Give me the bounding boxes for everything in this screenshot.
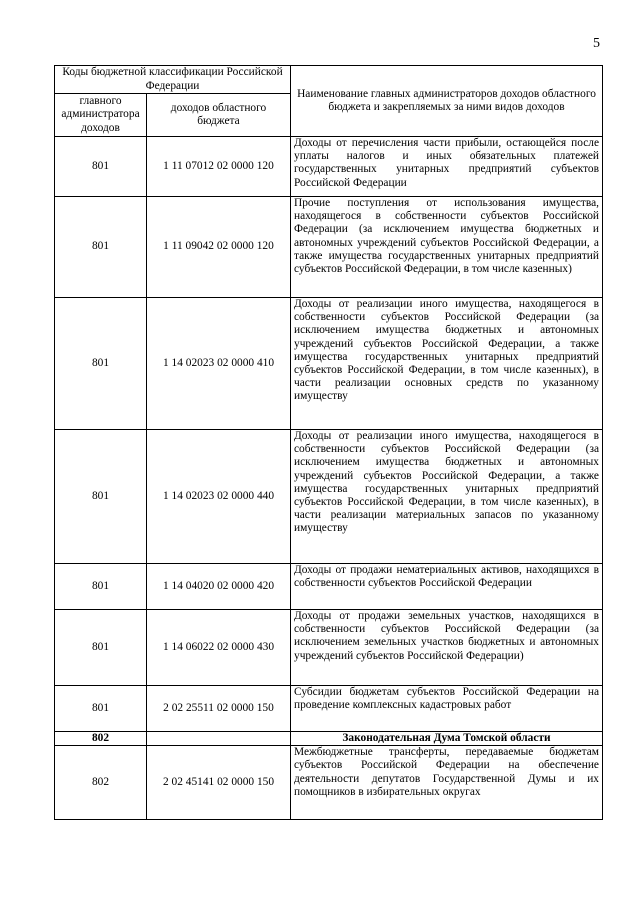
income-code-cell: 1 14 02023 02 0000 410	[147, 298, 291, 430]
admin-code-cell: 802	[55, 746, 147, 820]
table-row	[55, 564, 603, 610]
income-name-cell: Субсидии бюджетам субъектов Российской Федерации на проведение комплексных кадастровых работ	[291, 686, 603, 732]
admin-code-cell: 801	[55, 610, 147, 686]
admin-column-header: главного администратора доходов	[55, 94, 147, 137]
admin-code-cell: 801	[55, 686, 147, 732]
section-title: Законодательная Дума Томской области	[291, 732, 603, 746]
table-row	[55, 746, 603, 820]
table-row	[55, 610, 603, 686]
income-column-header: доходов областного бюджета	[147, 94, 291, 137]
income-code-cell: 1 14 06022 02 0000 430	[147, 610, 291, 686]
admin-code-cell: 801	[55, 430, 147, 564]
table-row	[55, 197, 603, 298]
income-name-cell: Доходы от реализации иного имущества, находящегося в собственности субъектов Российской Федерации (за исключением имущества бюджетных и автономных учреждений субъектов Российской Федерации, а также имущества государственных унитарных предприятий субъектов Российской Федерации, в том числе казенных), в части реализации основных средств по указанному имуществу	[291, 298, 603, 430]
income-code-cell: 1 14 04020 02 0000 420	[147, 564, 291, 610]
admin-code-cell: 801	[55, 197, 147, 298]
section-row	[55, 732, 603, 746]
income-name-cell: Доходы от перечисления части прибыли, остающейся после уплаты налогов и иных обязательных платежей государственных унитарных предприятий субъектов Российской Федерации	[291, 137, 603, 197]
table-row	[55, 686, 603, 732]
table-row	[55, 137, 603, 197]
admin-code-cell: 801	[55, 137, 147, 197]
name-column-header: Наименование главных администраторов доходов областного бюджета и закрепляемых за ними видов доходов	[291, 66, 603, 137]
section-admin-code: 802	[55, 732, 147, 746]
table-row	[55, 298, 603, 430]
income-code-cell: 2 02 25511 02 0000 150	[147, 686, 291, 732]
income-code-cell: 1 11 09042 02 0000 120	[147, 197, 291, 298]
income-code-cell: 1 11 07012 02 0000 120	[147, 137, 291, 197]
budget-classification-table	[54, 65, 603, 820]
income-name-cell: Доходы от продажи нематериальных активов, находящихся в собственности субъектов Российской Федерации	[291, 564, 603, 610]
section-empty-cell	[147, 732, 291, 746]
table-row	[55, 430, 603, 564]
income-name-cell: Прочие поступления от использования имущества, находящегося в собственности субъектов Российской Федерации (за исключением имущества бюджетных и автономных учреждений субъектов Российской Федерации, а также имущества государственных унитарных предприятий субъектов Российской Федерации, в том числе казенных)	[291, 197, 603, 298]
income-name-cell: Доходы от реализации иного имущества, находящегося в собственности субъектов Российской Федерации (за исключением имущества бюджетных и автономных учреждений субъектов Российской Федерации, а также имущества государственных унитарных предприятий субъектов Российской Федерации, в том числе казенных), в части реализации материальных запасов по указанному имуществу	[291, 430, 603, 564]
income-name-cell: Доходы от продажи земельных участков, находящихся в собственности субъектов Российской Федерации (за исключением земельных участков бюджетных и автономных учреждений субъектов Российской Федерации)	[291, 610, 603, 686]
income-code-cell: 2 02 45141 02 0000 150	[147, 746, 291, 820]
admin-code-cell: 801	[55, 564, 147, 610]
codes-group-header: Коды бюджетной классификации Российской Федерации	[55, 66, 291, 94]
income-code-cell: 1 14 02023 02 0000 440	[147, 430, 291, 564]
income-name-cell: Межбюджетные трансферты, передаваемые бюджетам субъектов Российской Федерации на обеспечение деятельности депутатов Государственной Думы и их помощников в избирательных округах	[291, 746, 603, 820]
page-number: 5	[593, 36, 600, 51]
admin-code-cell: 801	[55, 298, 147, 430]
